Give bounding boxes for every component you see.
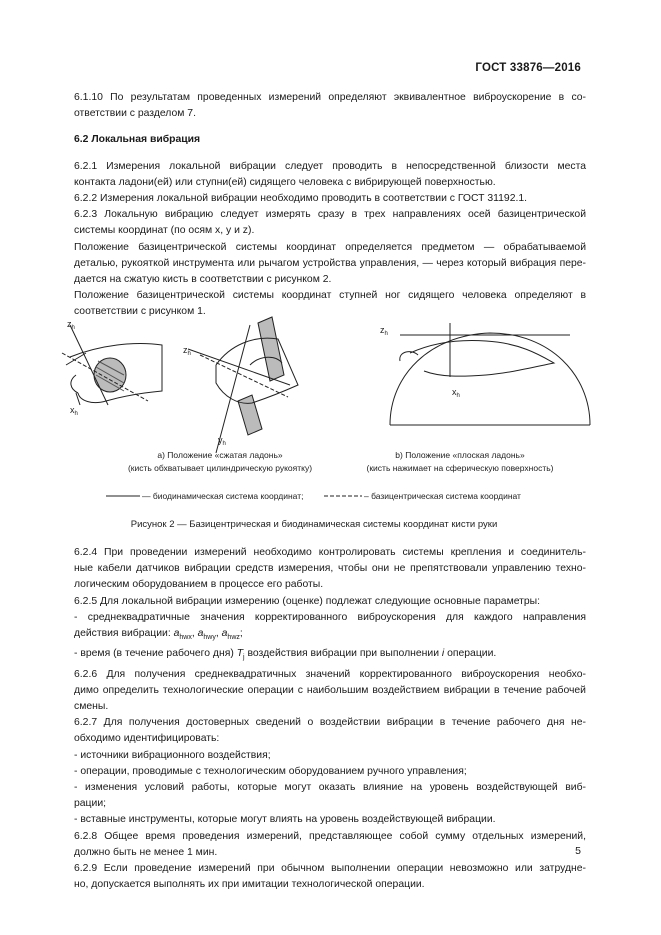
caption-b-line2: (кисть нажимает на сферическую поверхность) [366, 463, 554, 473]
figure-b-flat-palm [390, 323, 590, 425]
figure-title: Рисунок 2 — Базицентрическая и биодинамическая системы координат кисти руки [130, 519, 498, 530]
para-6-2-7-bullet3-line2: рации; [74, 798, 107, 810]
para-6-2-6-line1: 6.2.6 Для получения среднеквадратичных значений корректированного виброускорения необхо- [74, 668, 586, 680]
legend-basi-text: – базицентрическая система координат [364, 491, 521, 501]
label-xh-b: $x_h$ [452, 387, 460, 399]
caption-a-line1: a) Положение «сжатая ладонь» [157, 450, 283, 460]
sphere-outline [390, 333, 590, 425]
para-6-2-7-bullet4: - вставные инструменты, которые могут влиять на уровень воздействующей вибрации. [74, 814, 496, 826]
para-6-2-4-line3: логическим оборудованием в процессе его работы. [74, 579, 324, 591]
para-feet-line1: Положение базицентрической системы координат ступней ног сидящего человека определяют в [74, 290, 586, 302]
para-6-2-1-line2: контакта ладони(ей) или ступни(ей) сидящего человека с вибрирующей поверхностью. [74, 176, 496, 188]
label-yh-mid: $y_h$ [218, 435, 226, 447]
para-6-2-5-bullet1-line1: - среднеквадратичные значения корректированного виброускорения для каждого направления [74, 611, 586, 623]
caption-a-line2: (кисть обхватывает цилиндрическую рукоятку) [127, 463, 313, 473]
axis-y-mid [216, 325, 250, 453]
text-block-upper [74, 90, 586, 321]
para-basi-line2: деталью, рукояткой инструмента или рычагом устройства управления, — через который вибрация пере- [74, 257, 586, 269]
para-6-1-10-line1: 6.1.10 По результатам проведенных измерений определяют эквивалентное виброускорение в со- [74, 92, 586, 103]
section-heading-6-2: 6.2 Локальная вибрация [74, 134, 201, 146]
para-basi-line1: Положение базицентрической системы координат определяется предметом — обрабатываемой [74, 241, 586, 253]
para-6-2-7-bullet1: - источники вибрационного воздействия; [74, 749, 271, 761]
para-6-2-4-line1: 6.2.4 При проведении измерений необходимо контролировать системы крепления и соединитель- [74, 547, 586, 558]
para-6-2-6-line2: димо определить технологические операции с наибольшим воздействием вибрации в течение рабочей [74, 684, 586, 696]
para-6-2-4-line2: ные кабели датчиков вибрации средств измерения, чтобы они не препятствовали управлению техно- [74, 563, 586, 575]
para-basi-line3: дается на сжатую кисть в соответствии с рисунком 2. [74, 274, 332, 286]
para-6-2-5-bullet1-line2: действия вибрации: $a_{hwx}$, $a_{hwy}$, $a_{hwz}$; [74, 628, 243, 642]
label-zh-b: $z_h$ [380, 325, 388, 337]
axis-x-a-arrow [76, 393, 80, 405]
para-6-2-2: 6.2.2 Измерения локальной вибрации необходимо проводить в соответствии с ГОСТ 31192.1. [74, 193, 528, 205]
label-zh-a: $z_h$ [67, 319, 75, 331]
label-zh-mid: $z_h$ [183, 345, 191, 357]
para-6-2-3-line1: 6.2.3 Локальную вибрацию следует измерять сразу в трех направлениях осей базицентрической [74, 209, 586, 221]
standard-header: ГОСТ 33876—2016 [475, 62, 581, 74]
para-6-2-7-bullet3-line1: - изменения условий работы, которые могут оказать влияние на уровень воздействующей виб- [74, 782, 586, 793]
para-6-1-10-line2: ответствии с разделом 7. [74, 108, 196, 120]
caption-b-line1: b) Положение «плоская ладонь» [395, 450, 525, 460]
para-6-2-7-bullet2: - операции, проводимые с технологическим оборудованием ручного управления; [74, 765, 467, 777]
hand-mid-outline [216, 338, 298, 403]
para-6-2-3-line2: системы координат (по осям x, y и z). [74, 225, 255, 237]
figure-a-clenched-palm [62, 325, 162, 405]
text-block-lower [74, 545, 586, 893]
handle-upper [258, 317, 284, 381]
para-6-2-5: 6.2.5 Для локальной вибрации измерению (оценке) подлежат следующие основные параметры: [74, 595, 541, 607]
para-6-2-9-line2: но, допускается выполнять их при имитации технологической операции. [74, 879, 425, 891]
hand-b-thumb [400, 352, 418, 361]
para-6-2-7-line1: 6.2.7 Для получения достоверных сведений о воздействии вибрации в течение рабочего дня не- [74, 717, 586, 729]
label-xh-a: $x_h$ [70, 405, 78, 417]
legend-bio-text: — биодинамическая система координат; [142, 491, 304, 501]
figure-2-hand-coordinates [40, 305, 630, 535]
para-6-2-5-bullet2: - время (в течение рабочего дня) $T_j$ воздействия вибрации при выполнении i операции. [74, 648, 497, 662]
para-6-2-8-line2: должно быть не менее 1 мин. [74, 846, 218, 858]
page-number: 5 [575, 845, 581, 857]
para-6-2-6-line3: смены. [74, 700, 109, 712]
figure-a-inclined-handle [188, 317, 298, 453]
para-6-2-9-line1: 6.2.9 Если проведение измерений при обычном выполнении операции невозможно или затрудне- [74, 863, 586, 875]
para-6-2-1-line1: 6.2.1 Измерения локальной вибрации следует проводить в непосредственной близости места [74, 160, 586, 172]
para-6-2-7-line2: обходимо идентифицировать: [74, 733, 220, 745]
para-6-2-8-line1: 6.2.8 Общее время проведения измерений, представляющее собой сумму отдельных измерений, [74, 830, 586, 842]
para-feet-line2: соответствии с рисунком 1. [74, 306, 206, 318]
hand-b-outline [410, 341, 554, 377]
hand-a-thumb [71, 375, 78, 393]
